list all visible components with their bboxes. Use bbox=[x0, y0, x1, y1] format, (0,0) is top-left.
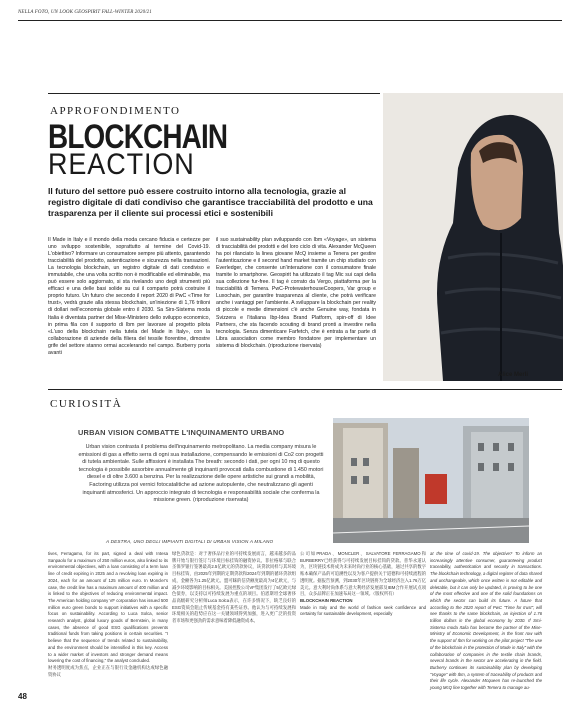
section-kicker-curiosita: CURIOSITÀ bbox=[50, 398, 123, 410]
bottom-column-3 bbox=[300, 551, 426, 618]
bottom-col3-chinese: 公司如PRADA、MONCLER、SALVATORE FERRAGAMO和BURBERRY已经获得与可持续发展目标挂钩的贷款。普华永道认为，区块链技术将成为未来时尚行业的核心基础，通过共享的数字账本确保产品的可追溯性以及为客户提供关于道德和可持续流程的透明度。据报告预测，到2030年区块链将为全球经济注入1.76万亿美元。意大利时尚体系与意大利经济发展部及IBM合作开展试点项目，众多品牌正在加速布局这一领域。（版权所有） bbox=[300, 551, 426, 597]
author-credit: Alice Merli bbox=[498, 372, 529, 378]
bottom-col3-heading: BLOCKCHAIN REACTION bbox=[300, 597, 353, 603]
bottom-col1-chinese: 财务透明度成为焦点，企业正在与银行及金融机构达成绿色融资协议 bbox=[48, 664, 168, 677]
urban-vision-caption: A DESTRA, UNO DEGLI IMPIANTI DIGITALI DI URBAN VISION A MILANO bbox=[106, 539, 274, 544]
bottom-column-2: 绿色贷款是：对于奢侈品行业的可持续发展而言，越来越多的品牌开始与银行签订与环境目标挂钩的融资协议。菲拉格慕与联合圣保罗银行签署最高2.5亿欧元的贷款协议，该贷款同样与其环境目标挂钩，由2025年到期的定期贷款和2024年到期的循环贷款组成，金额各为1.25亿欧元。盟可睐的信贷额度最高为4亿欧元，与减少环境影响的目标相关。美国控股公司VF集团发行了5亿欧元绿色债券，以支持以可持续发展为重点的项目。伯恩斯坦全球奢侈品高级研究分析师Luca Solca表示，在许多情况下，缺乏良好的ESG资质会阻止传统基金持有某些证券。他认为与可持续发展和环境相关的趋势应在这一关键领域得到加强，进入更广泛的投资者市场和更强劲的需求意味着降低融资成本。 bbox=[172, 551, 296, 624]
bottom-col1-english: tives, Ferragamo, for its part, signed a deal with Intesa Sanpaolo for a maximum of 250 million euros, also linked to its environmental objectives, with a loan consisting of a term loan line of credit expiring in 2025 and a revolving loan expiring in 2024, each for an amount of 125 million euro. In Moncler's case, the credit line has a maximum amount of 400 million and is linked to the objectives of reducing environmental impact. The American holding company VF corporation has issued 500 million euro green bonds to support initiatives with a specific focus on sustainability. According to Luca Solca, senior research analyst, global luxury goods of Bernstein, in many cases, the absence of good ESG qualifications prevents traditional funds from taking positions in certain securities. "I believe that the sequence of trends related to sustainability, and the environment should be intensified in this key. Access to a wider market of investors and stronger demand means lowering the cost of financing," the analyst concluded. bbox=[48, 551, 168, 664]
article-column-1: Il Made in Italy e il mondo della moda cercano fiducia e certezze per uno sviluppo sostenibile, soprattutto al termine del Covid-19. L'obiettivo? Informare un consumatore sempre più attento, garantendo tracciabilità del prodotto, autenticazione e sicurezza nella transazioni. La tecnologia blockchain, un registro digitale di dati condiviso e immutabile, che una volta scritto non è modificabile ed eliminabile, ma può essere solo aggiornato, si sta rivelando uno degli strumenti più efficaci e una delle basi solide su cui il comparto potrà costruire il proprio futuro. Un futuro che secondo il report 2020 di PwC «Time for trust», vedrà grazie alla stessa blockchain, un'iniezione di 1,76 trilioni di dollari nell'economia globale entro il 2030. Sa Sirs-Sistema moda Italia è diventata partner del Mise-Ministero dello sviluppo economico, in prima fila con il supporto di Ibm per lavorare al progetto pilota «L'uso della blockchain nella tutela del Made in Italy», con la collaborazione di aziende della filiera del tessile fiorentine, dimostre grife del settore stanno ormai accelerando nel campo. Burberry porta avanti bbox=[48, 237, 210, 356]
curiosita-rule bbox=[48, 389, 562, 390]
milan-street-photo bbox=[333, 418, 529, 543]
urban-vision-title: URBAN VISION COMBATTE L'INQUINAMENTO URBANO bbox=[78, 428, 285, 437]
article-column-2: il suo sustainability plan sviluppando con Ibm «Voyage», un sistema di tracciabilità dei prodotti e del loro ciclo di vita. Alexander McQueen ha poi rilanciato la linea giovane McQ insieme a Tenera per gestire l'autenticazione e il second hand market tramite un chip studiato con Everledger, che consente un'interazione con il consumatore finale tramite lo smartphone. Geospirit ha utilizzato il tag Mic sui capi della sua collezione fur-free. Il tag è corrato da Vergo, piattaforma per la tracciabilità di Temera. PwC-ProtewaterhouseCoopers, Var group e Luxochain, per garantire trasparenza al cliente, che potrà verificare anche i vantaggi per l'ambiente. A sviluppare la blockchain per reality di piccole e medie dimensioni c'è anche Genuine way, fondata in Svizzera e l'italiana Ibp-Idea Brand Platform, spin-off di Idee Partners, che sta facendo scouting di brand pronti a investire nella tecnologia. Senza dimenticare Farfetch, che è entrata a far parte di Libra association come membro fondatore per implementare un sistema di blockchain. (riproduzione riservata) bbox=[216, 237, 376, 349]
header-rule bbox=[18, 20, 562, 21]
section-rule bbox=[48, 93, 380, 94]
running-head: NELLA FOTO, UN LOOK GEOSPIRIT FALL-WINTER 2020/21 bbox=[18, 10, 152, 15]
bottom-col3-english: Made in Italy and the world of fashion seek confidence and certainty for sustainable development, especially bbox=[300, 604, 426, 617]
fashion-photo bbox=[383, 93, 563, 381]
bottom-column-4: at the time of covid-19. The objective? To inform an increasingly attentive consumer, guaranteeing product traceability, authentication and security in transactions. The blockchain technology, a digital register of data shared and unchangeable, which once written is not editable and deletable, but it can only be updated, is proving to be one of the most effective and one of the solid foundations on which the sector can build its future. A future that according to the 2020 report of PwC "Time for trust", will see thanks to the same blockchain, an injection of 1.76 trillion dollars in the global economy by 2030. If Smi-Sistema moda Italia has become the partner of the Mise-Ministry of Economic Development, in the front row with the support of Ibm for working on the pilot project "The use of the blockchain in the protection of Made in Italy" with the collaboration of companies in the textile chain brands, several brands in the sector are accelerating in the field. Burberry continues its sustainability plan by developing "Voyage" with Ibm, a system of traceability of products and their life cycle. Alexander Mcqueen has re-launched the young McQ line together with Temera to manage au- bbox=[430, 551, 542, 691]
article-title-line1: BLOCKCHAIN bbox=[48, 118, 228, 156]
article-lead: Il futuro del settore può essere costruito intorno alla tecnologia, grazie al registro digitale di dati condiviso che garantisce tracciabilità del prodotto e una trasparenza per il cliente sui processi etici e sostenibili bbox=[48, 186, 373, 218]
bottom-column-1 bbox=[48, 551, 168, 678]
page-number: 48 bbox=[18, 692, 27, 701]
section-kicker: APPROFONDIMENTO bbox=[50, 105, 181, 117]
article-title-line2: REACTION bbox=[48, 148, 195, 181]
urban-vision-body: Urban vision contrasta il problema dell'inquinamento metropolitano. La media company misura le emissioni di gas a effetto serra di ogni sua installazione, compensando le emissioni di Co2 con progetti di tutela ambientale. Sulle affissioni è installata The breath: secondo i dati, per ogni 10 mq di questo tecnologia è possibile assorbire annualmente gli inquinanti provocati dalla combustione di 1.450 motori diesel e di oltre 3.600 a benzina. Per la realizzazione delle opere artistiche sui grandi a mobilità, Factoring utilizza poi vernici fotocatalitiche ad azione autopulente, che neutralizzano gli agenti inquinanti atmosferici. Un approccio integrato di tecnologia e responsabilità sociale che conferma la missione green. (riproduzione riservata) bbox=[78, 444, 324, 504]
